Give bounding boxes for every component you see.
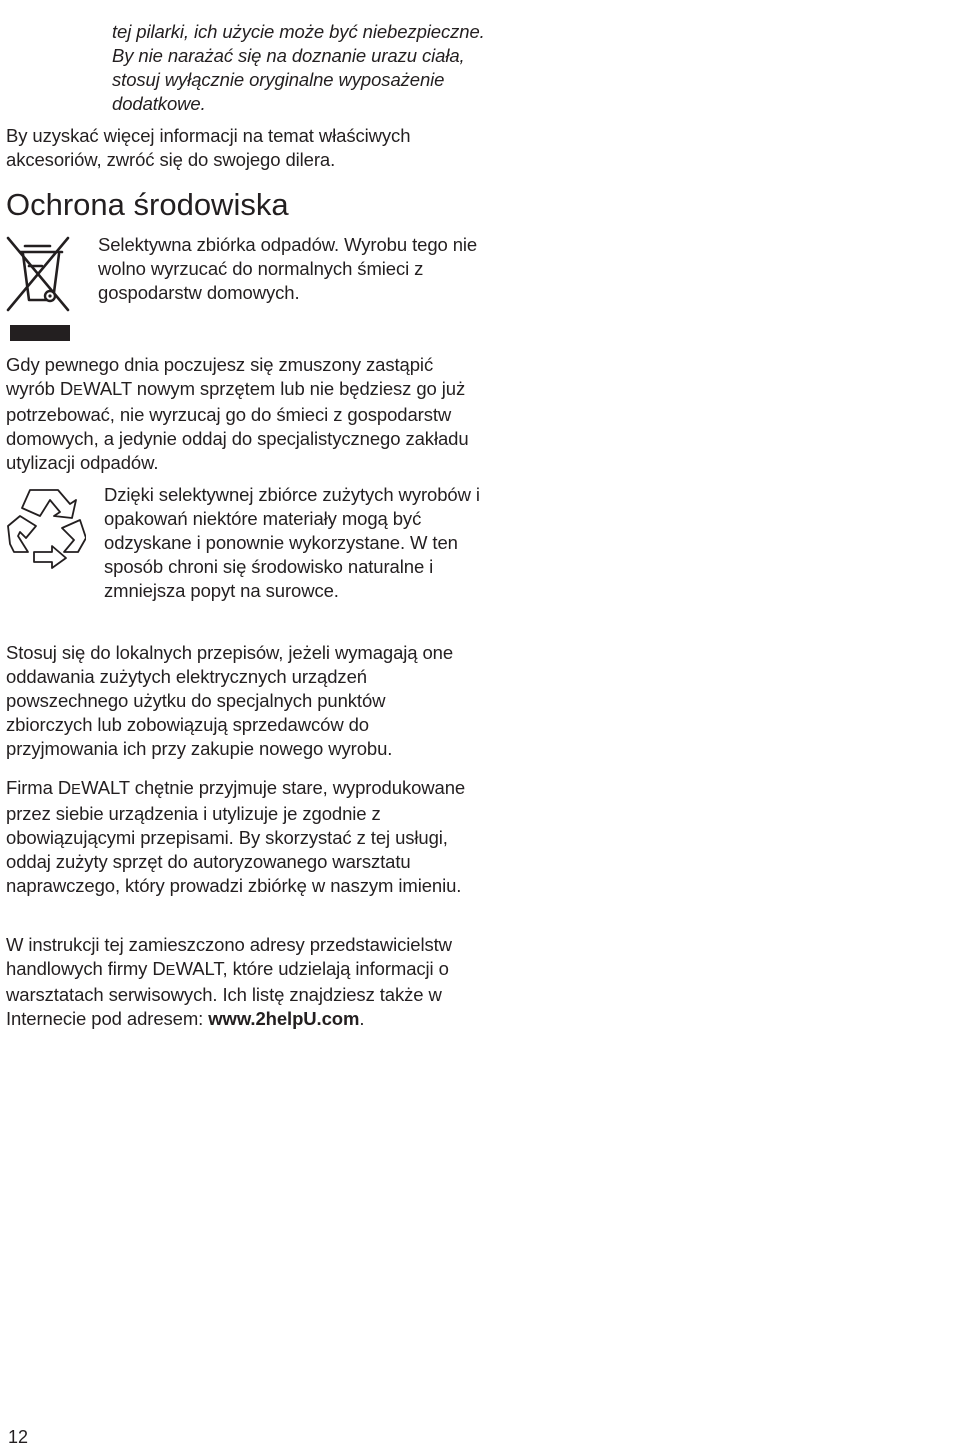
paragraph-take-back-text: Firma DEWALT chętnie przyjmuje stare, wyprodukowane przez siebie urządzenia i utylizuje je zgodnie z obowiązującymi przepisami. By skorzystać z tej usługi, oddaj zużyty sprzęt do autoryzowanego warsztatu naprawczego, który prowadzi zbiórkę w naszym imieniu. bbox=[6, 777, 466, 896]
weee-notice bbox=[98, 233, 478, 305]
section-heading bbox=[6, 187, 476, 223]
intro-italic-text: tej pilarki, ich użycie może być niebezpieczne. By nie narażać się na doznanie urazu ciała, stosuj wyłącznie oryginalne wyposażenie dodatkowe. bbox=[112, 21, 485, 114]
page-number: 12 bbox=[8, 1427, 29, 1447]
paragraph-service-addresses bbox=[6, 933, 476, 1031]
intro-warning bbox=[112, 20, 492, 116]
paragraph-local-rules-text: Stosuj się do lokalnych przepisów, jeżeli wymagają one oddawania zużytych elektrycznych urządzeń powszechnego użytku do specjalnych punktów zbiorczych lub zobowiązują sprzedawców do przyjmowania ich przy zakupie nowego wyrobu. bbox=[6, 642, 454, 759]
website-link[interactable]: www.2helpU.com bbox=[208, 1008, 360, 1029]
recycle-notice bbox=[104, 483, 484, 603]
paragraph-service-addresses-text: W instrukcji tej zamieszczono adresy przedstawicielstw handlowych firmy DEWALT, które udzielają informacji o warsztatach serwisowych. Ich listę znajdziesz także w Internecie pod adresem: www.2helpU.com. bbox=[6, 934, 452, 1029]
recycle-icon bbox=[6, 486, 86, 570]
paragraph-take-back bbox=[6, 776, 476, 898]
section-title: Ochrona środowiska bbox=[6, 187, 289, 222]
brand-name: DEWALT bbox=[59, 378, 132, 399]
crossed-out-wheelie-bin-icon bbox=[6, 234, 74, 344]
recycle-text: Dzięki selektywnej zbiórce zużytych wyrobów i opakowań niektóre materiały mogą być odzyskane i ponownie wykorzystane. W ten sposób chroni się środowisko naturalne i zmniejsza popyt na surowce. bbox=[104, 484, 480, 601]
paragraph-disposal-text: Gdy pewnego dnia poczujesz się zmuszony zastąpić wyrób DEWALT nowym sprzętem lub nie będziesz go już potrzebować, nie wyrzucaj go do śmieci z gospodarstw domowych, a jedynie oddaj do specjalistycznego zakładu utylizacji odpadów. bbox=[6, 354, 469, 473]
dealer-text: By uzyskać więcej informacji na temat właściwych akcesoriów, zwróć się do swojego dilera. bbox=[6, 125, 411, 170]
intro-dealer bbox=[6, 124, 476, 172]
brand-name: DEWALT bbox=[57, 777, 130, 798]
paragraph-disposal bbox=[6, 353, 476, 475]
paragraph-local-rules bbox=[6, 641, 476, 761]
weee-text: Selektywna zbiórka odpadów. Wyrobu tego nie wolno wyrzucać do normalnych śmieci z gospodarstw domowych. bbox=[98, 234, 478, 303]
brand-name: DEWALT bbox=[152, 958, 223, 979]
